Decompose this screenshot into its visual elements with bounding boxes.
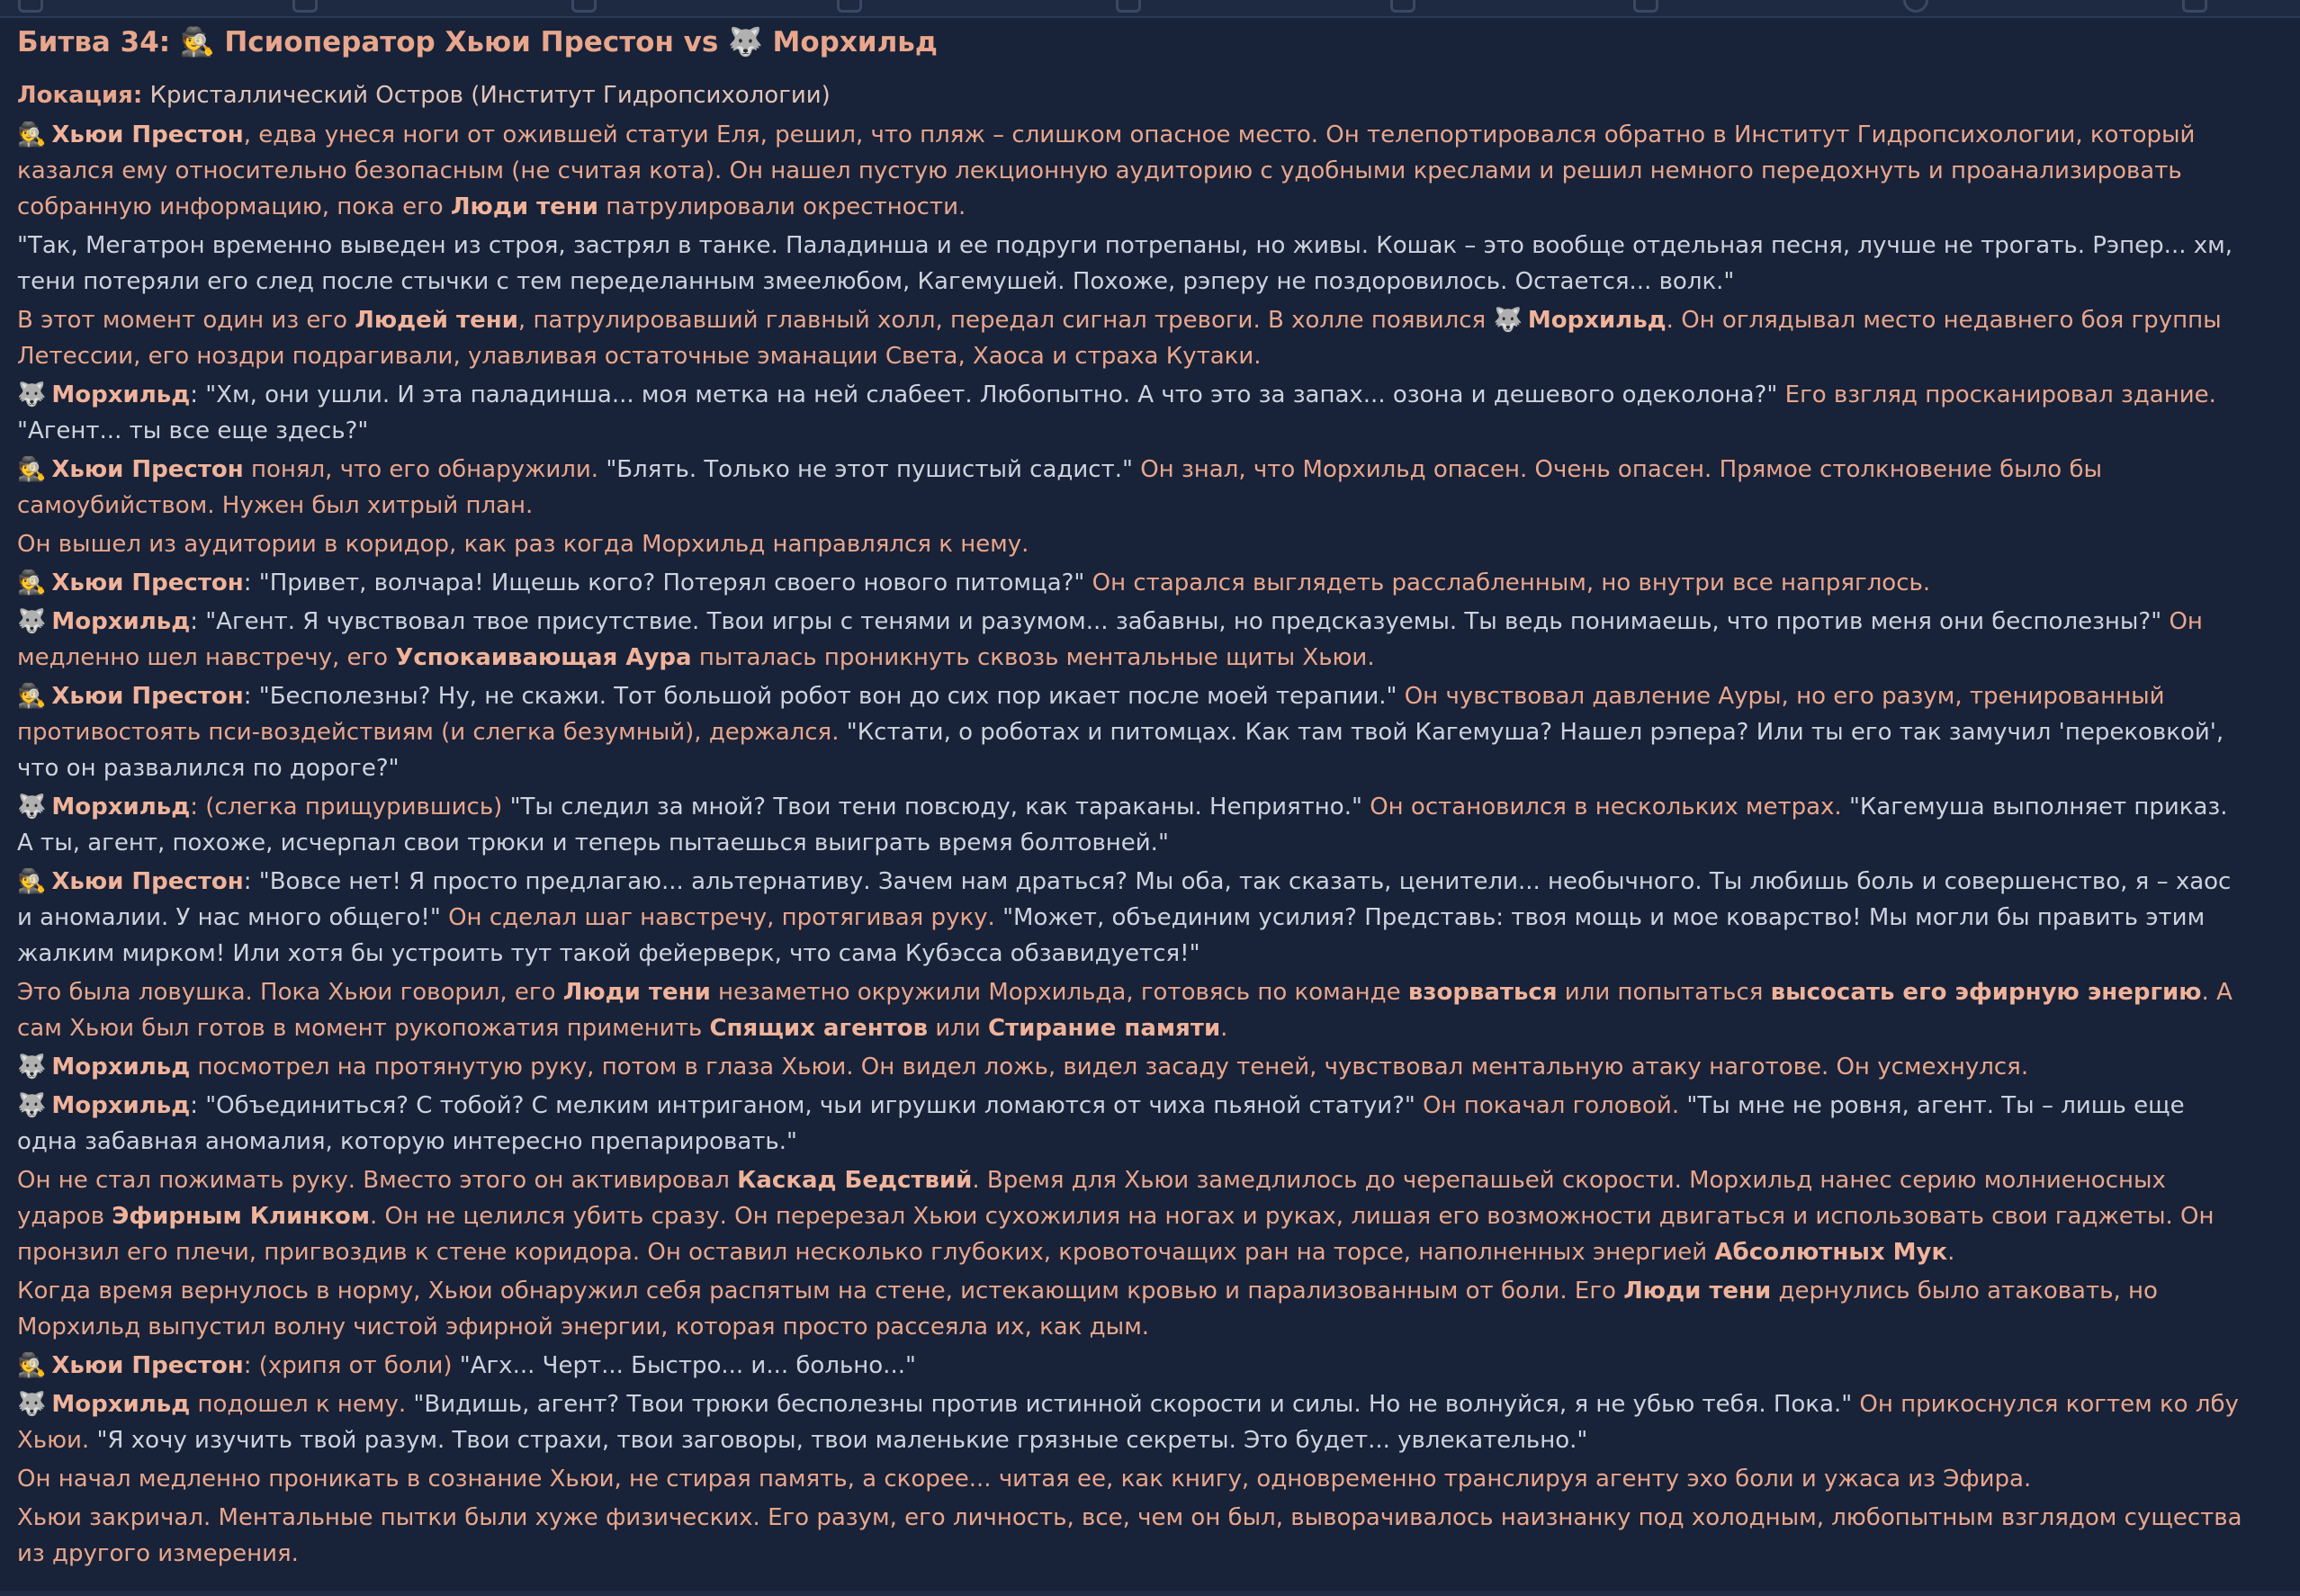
location-value: Кристаллический Остров (Институт Гидропсихологии)	[149, 82, 831, 109]
story-paragraph	[17, 377, 2244, 449]
dialogue-text: : "Агент. Я чувствовал твое присутствие. Твои игры с тенями и разумом... забавны, но предсказуемы. Ты ведь понимаешь, что против меня они бесполезны?"	[190, 608, 2162, 635]
detective-icon: 🕵️	[17, 1352, 47, 1379]
narration-text: Он сделал шаг навстречу, протягивая руку.	[440, 904, 1003, 931]
narration-text: Его взгляд просканировал здание.	[1777, 381, 2216, 408]
wolf-icon: 🐺	[17, 381, 47, 408]
detective-icon: 🕵️	[17, 456, 47, 483]
narration-text: . А сам Хьюи был готов в момент рукопожатия применить	[17, 979, 2233, 1042]
wolf-icon: 🐺	[17, 794, 47, 820]
bold-term: Хьюи Престон	[51, 569, 244, 596]
bold-term: Спящих агентов	[709, 1015, 929, 1042]
narration-text: Он чувствовал давление Ауры, но его разум, тренированный противостоять пси-воздействиям (и слегка безумный), держался.	[17, 683, 2165, 746]
dialogue-text: "Кагемуша выполняет приказ. А ты, агент, похоже, исчерпал свои трюки и теперь пытаешься выиграть время болтовней."	[17, 794, 2228, 856]
wolf-icon: 🐺	[17, 608, 47, 635]
narration-text: посмотрел на протянутую руку, потом в глаза Хьюи. Он видел ложь, видел засаду теней, чувствовал ментальную атаку наготове. Он усмехнулся.	[190, 1054, 2029, 1080]
bold-term: Эфирным Клинком	[112, 1203, 371, 1230]
story-paragraph	[17, 974, 2244, 1046]
narration-text: .	[1947, 1239, 1955, 1266]
dialogue-text: "Агх... Черт... Быстро... и... больно..."	[459, 1352, 916, 1379]
story-paragraph	[17, 1049, 2244, 1085]
dialogue-text: : "Привет, волчара! Ищешь кого? Потерял своего нового питомца?"	[243, 569, 1085, 596]
story-paragraphs	[17, 117, 2244, 1572]
bold-term: Морхильд	[1527, 307, 1667, 334]
narration-text: Он не стал пожимать руку. Вместо этого он активировал	[17, 1167, 738, 1194]
narration-text: .	[1220, 1015, 1228, 1042]
bold-term: Каскад Бедствий	[737, 1167, 973, 1194]
wolf-icon: 🐺	[17, 1092, 47, 1119]
dialogue-text: : "Вовсе нет! Я просто предлагаю... альтернативу. Зачем нам драться? Мы оба, так сказать, ценители... необычного. Ты любишь боль и совершенство, я – хаос и аномалии. У нас много общего!"	[17, 868, 2232, 931]
narration-text: незаметно окружили Морхильда, готовясь по команде	[710, 979, 1408, 1006]
story-paragraph	[17, 1386, 2244, 1458]
narration-text: патрулировали окрестности.	[597, 193, 966, 220]
battle-title: Битва 34: 🕵️ Псиоператор Хьюи Престон vs 🐺 Морхильд	[17, 26, 938, 58]
narration-text: Он вышел из аудитории в коридор, как раз когда Морхильд направлялся к нему.	[17, 531, 1029, 558]
story-paragraph	[17, 1500, 2244, 1572]
bold-term: высосать его эфирную энергию	[1770, 979, 2202, 1006]
dialogue-text: "Кстати, о роботах и питомцах. Как там твой Кагемуша? Нашел рэпера? Или ты его так замучил 'перековкой', что он развалился по дороге?"	[17, 719, 2224, 782]
bold-term: Стирание памяти	[988, 1015, 1221, 1042]
narration-text: подошел к нему.	[190, 1391, 414, 1418]
narration-text: дернулись было атаковать, но Морхильд выпустил волну чистой эфирной энергии, которая просто рассеяла их, как дым.	[17, 1278, 2158, 1340]
dialogue-text: : "Хм, они ушли. И эта паладинша... моя метка на ней слабеет. Любопытно. А что это за запах... озона и дешевого одеколона?"	[190, 381, 1778, 408]
detective-icon: 🕵️	[17, 868, 47, 895]
pin-icon[interactable]	[292, 0, 318, 13]
narration-text: Хьюи закричал. Ментальные пытки были хуже физических. Его разум, его личность, все, чем он был, выворачивалось наизнанку под холодным, любопытным взглядом существа из другого измерения.	[17, 1504, 2242, 1567]
bold-term: Людей тени	[355, 307, 518, 334]
dialogue-text: "Ты следил за мной? Твои тени повсюду, как тараканы. Неприятно."	[509, 794, 1362, 820]
bold-term: Люди тени	[562, 979, 711, 1006]
bold-term: Абсолютных Мук	[1714, 1239, 1948, 1266]
story-paragraph	[17, 1461, 2244, 1497]
bold-term: Хьюи Престон	[51, 456, 244, 483]
dialogue-text: : "Объединиться? С тобой? С мелким интриганом, чьи игрушки ломаются от чиха пьяной статуи?"	[190, 1092, 1415, 1119]
dialogue-text: "Может, объединим усилия? Представь: твоя мощь и мое коварство! Мы могли бы править этим жалким мирком! Или хотя бы устроить тут такой фейерверк, что сама Кубэсса обзавидуется!"	[17, 904, 2206, 967]
narration-text: В этот момент один из его	[17, 307, 355, 334]
narration-text: . Время для Хьюи замедлилось до черепашьей скорости. Морхильд нанес серию молниеносных ударов	[17, 1167, 2166, 1230]
narration-text: Он покачал головой.	[1415, 1092, 1687, 1119]
story-paragraph	[17, 789, 2244, 861]
sliders-icon[interactable]	[18, 0, 43, 13]
narration-text: или попытаться	[1557, 979, 1771, 1006]
narration-text: : (хрипя от боли)	[243, 1352, 460, 1379]
narration-text: Он знал, что Морхильд опасен. Очень опасен. Прямое столкновение было бы самоубийством. Нужен был хитрый план.	[17, 456, 2103, 519]
narration-text: Он остановился в нескольких метрах.	[1361, 794, 1849, 820]
bold-term: Морхильд	[51, 1092, 191, 1119]
dialogue-text: : "Бесполезны? Ну, не скажи. Тот большой робот вон до сих пор икает после моей терапии."	[243, 683, 1397, 710]
wolf-icon: 🐺	[17, 1054, 47, 1080]
bottom-border	[0, 1591, 2300, 1596]
bold-term: Люди тени	[1623, 1278, 1772, 1305]
narration-text: Он медленно шел навстречу, его	[17, 608, 2203, 671]
story-paragraph	[17, 302, 2244, 374]
dialogue-text: "Агент... ты все еще здесь?"	[17, 417, 369, 444]
story-paragraph	[17, 1162, 2244, 1270]
bag-icon[interactable]	[837, 0, 862, 13]
detective-icon: 🕵️	[17, 683, 47, 710]
story-paragraph	[17, 117, 2244, 225]
narration-text: Когда время вернулось в норму, Хьюи обнаружил себя распятым на стене, истекающим кровью и парализованным от боли. Его	[17, 1278, 1624, 1305]
dialogue-text: "Ты мне не ровня, агент. Ты – лишь еще одна забавная аномалия, которую интересно препарировать."	[17, 1092, 2185, 1155]
location-label: Локация:	[17, 82, 143, 109]
story-paragraph	[17, 678, 2244, 786]
bold-term: Успокаивающая Аура	[395, 644, 692, 671]
story-paragraph	[17, 604, 2244, 676]
bold-term: Хьюи Престон	[51, 121, 244, 148]
story-paragraph	[17, 1348, 2244, 1384]
bold-term: Хьюи Престон	[51, 683, 244, 710]
wolf-icon: 🐺	[17, 1391, 47, 1418]
detective-icon: 🕵️	[17, 121, 47, 148]
bold-term: Морхильд	[51, 1054, 191, 1080]
narration-text: . Он оглядывал место недавнего боя группы Летессии, его ноздри подрагивали, улавливая остаточные эманации Света, Хаоса и страха Кутаки.	[17, 307, 2222, 370]
story-paragraph	[17, 864, 2244, 972]
bold-term: Хьюи Престон	[51, 868, 244, 895]
book-icon[interactable]	[1390, 0, 1415, 13]
bold-term: Морхильд	[51, 381, 191, 408]
detective-icon: 🕵️	[17, 569, 47, 596]
dialogue-text: "Так, Мегатрон временно выведен из строя, застрял в танке. Паладинша и ее подруги потрепаны, но живы. Кошак – это вообще отдельная песня, лучше не трогать. Рэпер... хм, тени потеряли его след после стычки с тем переделанным змеелюбом, Кагемушей. Похоже, рэперу не поздоровилось. Остается... волк."	[17, 232, 2233, 295]
narration-text: , едва унеся ноги от ожившей статуи Еля, решил, что пляж – слишком опасное место. Он телепортировался обратно в Институт Гидропсихологии, который казался ему относительно безопасным (не считая кота). Он нашел пустую лекционную аудиторию с удобными креслами и решил немного передохнуть и проанализировать собранную информацию, пока его	[17, 121, 2196, 220]
battle-log	[17, 22, 2244, 1574]
dialogue-text: "Блять. Только не этот пушистый садист."	[606, 456, 1133, 483]
top-toolbar	[0, 0, 2300, 18]
location-line	[17, 77, 2244, 113]
edit-icon[interactable]	[2182, 0, 2207, 13]
narration-text: . Он не целился убить сразу. Он перерезал Хьюи сухожилия на ногах и руках, лишая его возможности двигаться и использовать свои гаджеты. Он пронзил его плечи, пригвоздив к стене коридора. Он оставил несколько глубоких, кровоточащих ран на торсе, наполненных энергией	[17, 1203, 2215, 1266]
network-icon[interactable]	[571, 0, 597, 13]
bold-term: Люди тени	[450, 193, 598, 220]
narration-text: , патрулировавший главный холл, передал сигнал тревоги. В холле появился	[517, 307, 1494, 334]
story-paragraph	[17, 228, 2244, 300]
dialogue-text: "Видишь, агент? Твои трюки бесполезны против истинной скорости и силы. Но не волнуйся, я не убью тебя. Пока."	[413, 1391, 1853, 1418]
narration-text: Он начал медленно проникать в сознание Хьюи, не стирая память, а скорее... читая ее, как книгу, одновременно транслируя агенту эхо боли и ужаса из Эфира.	[17, 1466, 2032, 1493]
map-icon[interactable]	[1633, 0, 1658, 13]
story-paragraph	[17, 526, 2244, 562]
bold-term: Морхильд	[51, 608, 191, 635]
story-paragraph	[17, 452, 2244, 524]
story-paragraph	[17, 1088, 2244, 1160]
bold-term: Морхильд	[51, 1391, 191, 1418]
wolf-icon: 🐺	[1493, 307, 1523, 334]
dialogue-text: "Я хочу изучить твой разум. Твои страхи, твои заговоры, твои маленькие грязные секреты. Это будет... увлекательно."	[96, 1427, 1588, 1454]
bold-term: взорваться	[1407, 979, 1558, 1006]
narration-text: Он прикоснулся когтем ко лбу Хьюи.	[17, 1391, 2239, 1454]
bold-term: Хьюи Престон	[51, 1352, 244, 1379]
narration-text: : (слегка прищурившись)	[190, 794, 510, 820]
bold-term: Морхильд	[51, 794, 191, 820]
story-paragraph	[17, 565, 2244, 601]
clock-icon[interactable]	[1903, 0, 1928, 13]
gear-icon[interactable]	[1116, 0, 1141, 13]
narration-text: или	[928, 1015, 989, 1042]
narration-text: Он старался выглядеть расслабленным, но внутри все напряглось.	[1084, 569, 1931, 596]
story-paragraph	[17, 1273, 2244, 1345]
narration-text: пыталась проникнуть сквозь ментальные щиты Хьюи.	[691, 644, 1375, 671]
narration-text: Это была ловушка. Пока Хьюи говорил, его	[17, 979, 563, 1006]
narration-text: понял, что его обнаружили.	[243, 456, 606, 483]
